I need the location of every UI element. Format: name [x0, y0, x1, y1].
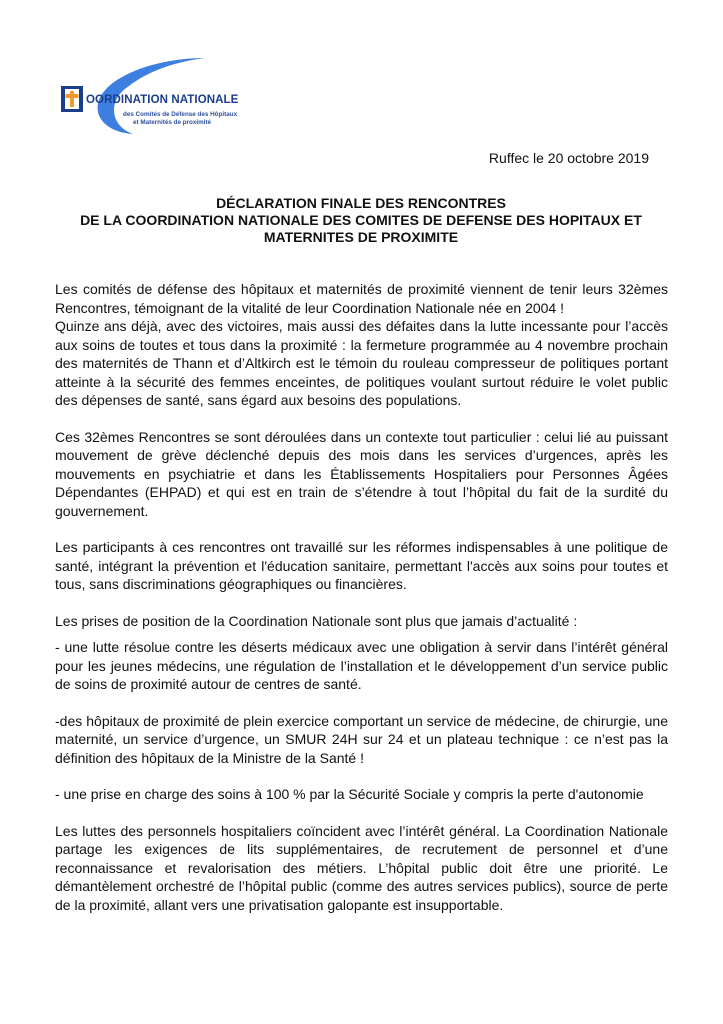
title-line-3: MATERNITES DE PROXIMITE [263, 229, 459, 245]
paragraph-closing: Les luttes des personnels hospitaliers coïncident avec l’intérêt général. La Coordination Nationale partage les exigences de lits supplémentaires, de recrutement de personnel et d’une reconnaissance et revalorisation des métiers. L’hôpital public doit être une priorité. Le démantèlement orchestré de l’hôpital public (comme des autres services publics), source de perte de la proximité, allant vers une privatisation galopante est insupportable. [55, 822, 668, 913]
title-line-2: DE LA COORDINATION NATIONALE DES COMITES DE DEFENSE DES HOPITAUX ET [80, 212, 642, 228]
bullet-medical-deserts: - une lutte résolue contre les déserts médicaux avec une obligation à servir dans l’intérêt général pour les jeunes médecins, une régulation de l’installation et le développement d’un service public de soins de proximité autour de centres de santé. [55, 639, 668, 692]
document-date: Ruffec le 20 octobre 2019 [488, 150, 649, 166]
logo-subtitle-1: des Comités de Défense des Hôpitaux [123, 111, 238, 118]
logo-title: OORDINATION NATIONALE [86, 94, 239, 106]
paragraph-positions: Les prises de position de la Coordination Nationale sont plus que jamais d’actualité : [55, 612, 578, 629]
paragraph-history: Quinze ans déjà, avec des victoires, mais aussi des défaites dans la lutte incessante pour l’accès aux soins de toutes et tous dans la proximité : la fermeture programmée au 4 novembre prochain des maternités de Thann et d’Altkirch est le témoin du rouleau compresseur de politiques portant atteinte à la sécurité des femmes enceintes, de politiques voulant surtout réduire le volet public des dépenses de santé, sans égard aux besoins des populations. [55, 318, 668, 408]
paragraph-reforms: Les participants à ces rencontres ont travaillé sur les réformes indispensables à une politique de santé, intégrant la prévention et l'éducation sanitaire, permettant l'accès aux soins pour toutes et tous, sans discriminations géographiques ou financières. [55, 539, 668, 592]
logo-subtitle-2: et Maternités de proximité [133, 119, 212, 126]
document-title [55, 195, 667, 246]
title-line-1: DÉCLARATION FINALE DES RENCONTRES [216, 195, 506, 211]
paragraph-context: Ces 32èmes Rencontres se sont déroulées dans un contexte tout particulier : celui lié au puissant mouvement de grève déclenché depuis des mois dans les services d’urgences, après les mouvements en psychiatrie et dans les Établissements Hospitaliers pour Personnes Âgées Dépendantes (EHPAD) et qui est en train de s’étendre à tout l’hôpital du fait de la surdité du gouvernement. [55, 428, 668, 519]
bullet-local-hospitals: -des hôpitaux de proximité de plein exercice comportant un service de médecine, de chirurgie, une maternité, un service d’urgence, un SMUR 24H sur 24 et un plateau technique : ce n’est pas la définition des hôpitaux de la Ministre de la Santé ! [55, 712, 668, 766]
bullet-full-coverage: - une prise en charge des soins à 100 % par la Sécurité Sociale y compris la perte d'autonomie [55, 786, 644, 802]
document-body [55, 280, 668, 932]
paragraph-intro: Les comités de défense des hôpitaux et maternités de proximité viennent de tenir leurs 32èmes Rencontres, témoignant de la vitalité de leur Coordination Nationale née en 2004 ! [55, 281, 668, 316]
